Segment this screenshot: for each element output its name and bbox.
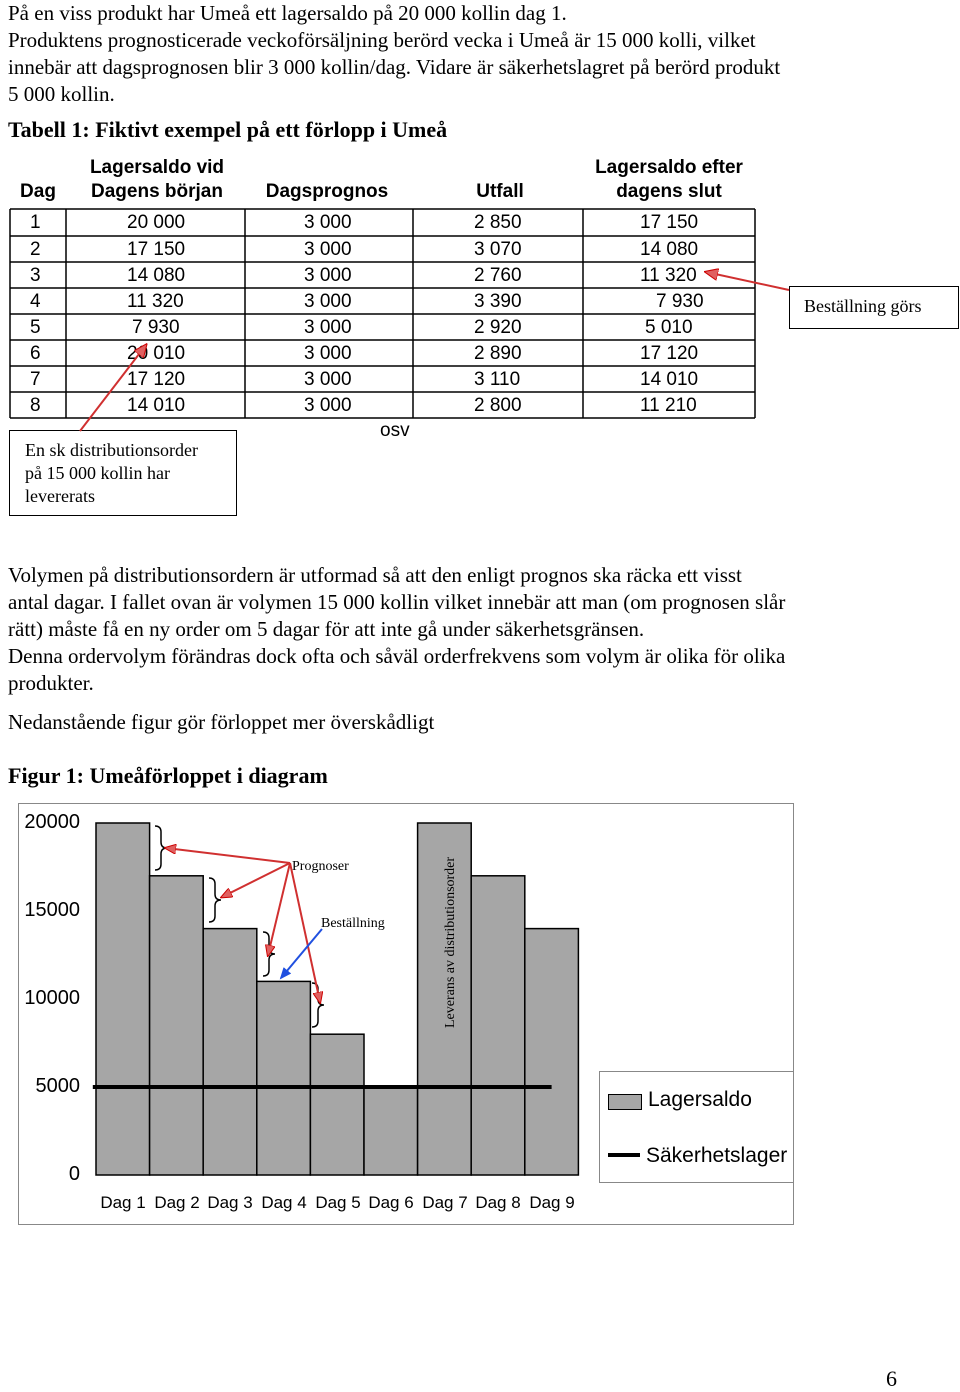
body-line-3: rätt) måste få en ny order om 5 dagar för att inte gå under säkerhetsgränsen.: [8, 617, 645, 641]
cell-end: 14 080: [640, 239, 699, 260]
cell-utfall: 2 760: [474, 265, 522, 286]
cell-end: 17 150: [640, 212, 699, 233]
x-tick: Dag 9: [529, 1193, 575, 1212]
x-tick: Dag 3: [207, 1193, 253, 1212]
osv-label: osv: [380, 420, 410, 441]
y-tick: 10000: [24, 987, 80, 1009]
callout-delivery-line1: En sk distributionsorder: [25, 440, 198, 460]
cell-prognos: 3 000: [304, 239, 352, 260]
cell-dag: 1: [30, 212, 41, 233]
cell-utfall: 2 850: [474, 212, 522, 233]
cell-start: 14 080: [127, 265, 186, 286]
body-line-2: antal dagar. I fallet ovan är volymen 15 000 kollin vilket innebär att man (om prognosen slår: [8, 590, 786, 614]
cell-start: 7 930: [132, 317, 180, 338]
chart-legend: [599, 1071, 794, 1183]
intro-line-3: innebär att dagsprognosen blir 3 000 kollin/dag. Vidare är säkerhetslagret på berörd produkt: [8, 55, 781, 79]
callout-order-text: Beställning görs: [804, 296, 922, 316]
bar-lagersaldo: [471, 876, 525, 1175]
header-prognos: Dagsprognos: [265, 181, 389, 202]
cell-dag: 7: [30, 369, 41, 390]
legend-label-sakerhetslager: Säkerhetslager: [646, 1144, 788, 1167]
body-line-5: produkter.: [8, 671, 94, 695]
cell-end: 7 930: [656, 291, 704, 312]
header-utfall: Utfall: [476, 181, 524, 202]
x-tick: Dag 4: [261, 1193, 307, 1212]
y-tick: 5000: [35, 1075, 80, 1097]
bar-lagersaldo: [257, 981, 311, 1175]
legend-swatch-lagersaldo: [608, 1094, 642, 1110]
cell-start: 14 010: [127, 395, 186, 416]
cell-prognos: 3 000: [304, 291, 352, 312]
header-start-line1: Lagersaldo vid: [89, 157, 225, 178]
page-number: 6: [886, 1366, 897, 1391]
legend-swatch-sakerhetslager: [608, 1153, 640, 1157]
cell-utfall: 2 800: [474, 395, 522, 416]
annotation-bestallning: Beställning: [321, 916, 385, 931]
cell-start: 11 320: [127, 291, 184, 312]
header-end-line1: Lagersaldo efter: [595, 157, 743, 178]
figure-title: Figur 1: Umeåförloppet i diagram: [8, 763, 328, 788]
table-title: Tabell 1: Fiktivt exempel på ett förlopp i Umeå: [8, 117, 448, 142]
y-tick: 0: [68, 1163, 80, 1185]
body-line-1: Volymen på distributionsordern är utformad så att den enligt prognos ska räcka ett visst: [8, 563, 742, 587]
brace-day1: [155, 826, 167, 870]
cell-end: 5 010: [645, 317, 693, 338]
x-tick: Dag 5: [315, 1193, 361, 1212]
header-dag: Dag: [20, 181, 56, 202]
cell-start: 20 010: [127, 343, 186, 364]
cell-end: 11 210: [640, 395, 697, 416]
brace-day2: [209, 878, 221, 922]
arrow-bestallning: [281, 929, 322, 978]
cell-end: 14 010: [640, 369, 699, 390]
intro-line-1: På en viss produkt har Umeå ett lagersaldo på 20 000 kollin dag 1.: [8, 1, 567, 25]
bar-lagersaldo: [525, 929, 579, 1175]
cell-start: 17 150: [127, 239, 186, 260]
y-tick: 20000: [24, 811, 80, 833]
cell-end: 11 320: [640, 265, 697, 286]
arrow-prognos-3: [268, 863, 290, 955]
cell-prognos: 3 000: [304, 265, 352, 286]
cell-start: 20 000: [127, 212, 186, 233]
cell-utfall: 3 390: [474, 291, 522, 312]
bar-lagersaldo: [364, 1087, 418, 1175]
x-tick: Dag 1: [100, 1193, 146, 1212]
callout-delivery-line2: på 15 000 kollin har: [25, 463, 170, 483]
cell-utfall: 3 110: [474, 369, 521, 390]
cell-dag: 5: [30, 317, 41, 338]
x-tick: Dag 7: [422, 1193, 468, 1212]
legend-label-lagersaldo: Lagersaldo: [648, 1088, 752, 1111]
bar-lagersaldo: [150, 876, 204, 1175]
cell-prognos: 3 000: [304, 317, 352, 338]
bar-lagersaldo: [310, 1034, 364, 1175]
cell-start: 17 120: [127, 369, 186, 390]
intro-line-2: Produktens prognosticerade veckoförsäljning berörd vecka i Umeå är 15 000 kolli, vilket: [8, 28, 756, 52]
arrow-prognos-1: [166, 848, 290, 863]
cell-prognos: 3 000: [304, 369, 352, 390]
cell-prognos: 3 000: [304, 343, 352, 364]
x-tick: Dag 2: [154, 1193, 200, 1212]
cell-end: 17 120: [640, 343, 699, 364]
annotation-prognoser: Prognoser: [292, 859, 349, 874]
x-tick: Dag 8: [475, 1193, 521, 1212]
cell-utfall: 2 890: [474, 343, 522, 364]
header-start-line2: Dagens början: [91, 181, 223, 202]
body-line-6: Nedanstående figur gör förloppet mer överskådligt: [8, 710, 435, 734]
y-tick: 15000: [24, 899, 80, 921]
x-tick: Dag 6: [368, 1193, 414, 1212]
cell-prognos: 3 000: [304, 212, 352, 233]
cell-dag: 6: [30, 343, 41, 364]
header-end-line2: dagens slut: [616, 181, 722, 202]
intro-line-4: 5 000 kollin.: [8, 82, 115, 106]
cell-prognos: 3 000: [304, 395, 352, 416]
cell-dag: 4: [30, 291, 41, 312]
annotation-leverans: Leverans av distributionsorder: [443, 856, 458, 1028]
body-line-4: Denna ordervolym förändras dock ofta och såväl orderfrekvens som volym är olika för olika: [8, 644, 786, 668]
cell-dag: 3: [30, 265, 41, 286]
bar-lagersaldo: [96, 823, 150, 1175]
cell-dag: 2: [30, 239, 41, 260]
cell-utfall: 3 070: [474, 239, 522, 260]
cell-dag: 8: [30, 395, 41, 416]
callout-delivery-line3: levererats: [25, 486, 95, 506]
arrow-prognos-2: [222, 863, 290, 897]
bar-lagersaldo: [203, 929, 257, 1175]
cell-utfall: 2 920: [474, 317, 522, 338]
